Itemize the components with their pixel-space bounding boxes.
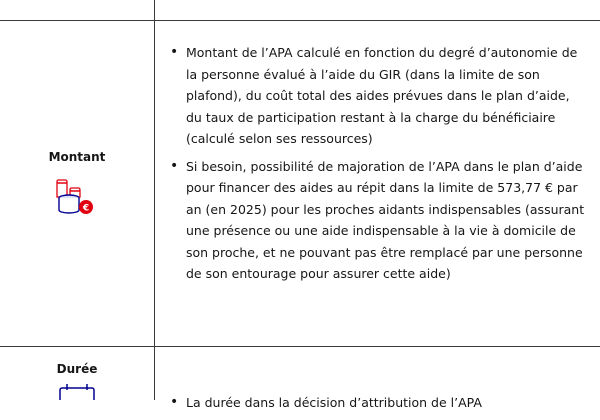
montant-content	[168, 42, 588, 291]
montant-bullet-list	[168, 42, 588, 285]
column-divider	[154, 0, 155, 400]
svg-text:€: €	[82, 203, 90, 214]
calendar-icon	[58, 384, 98, 404]
list-item: • Montant de l’APA calculé en fonction du degré d’autonomie de la personne évalué à l’aide du GIR (dans la limite de son plafond), du coût total des aides prévues dans le plan d’aide, du taux de participation restant à la charge du bénéficiaire (calculé selon ses ressources)	[186, 42, 588, 150]
row-divider	[0, 346, 600, 347]
duree-content	[168, 392, 588, 420]
list-item: • Si besoin, possibilité de majoration de l’APA dans le plan d’aide pour financer des aides au répit dans la limite de 573,77 € par an (en 2025) pour les proches aidants indispensables (assurant une présence ou une aide indispensable à la vie à domicile de son proche, et ne pouvant pas être remplacé par une personne de son entourage pour assurer cette aide)	[186, 156, 588, 285]
row-label-montant: Montant	[48, 150, 106, 164]
list-item: • La durée dans la décision d’attribution de l’APA	[186, 392, 588, 414]
coins-euro-icon	[52, 174, 102, 220]
row-divider	[0, 20, 600, 21]
row-label-duree: Durée	[56, 362, 98, 376]
